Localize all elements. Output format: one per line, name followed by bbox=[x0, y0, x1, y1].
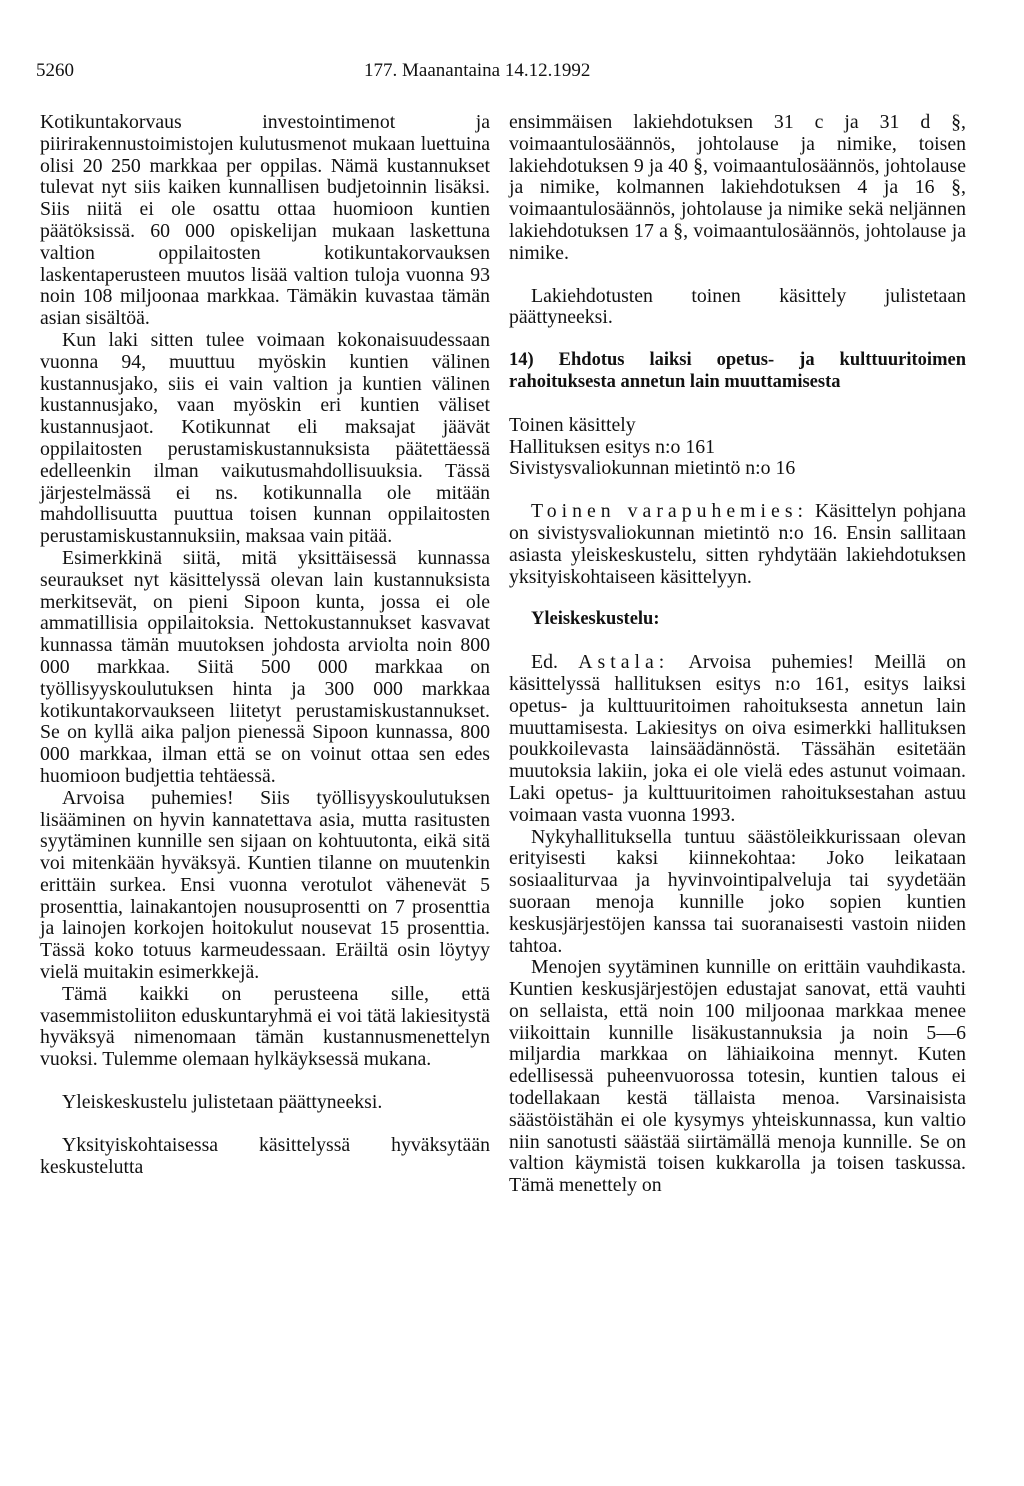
left-column bbox=[40, 112, 490, 1178]
paragraph: ensimmäisen lakiehdotuksen 31 c ja 31 d §, voimaantulosäännös, johtolause ja nimike, toisen lakiehdotuksen 9 ja 40 §, voimaantulosäännös, johtolause ja nimike, kolmannen lakiehdotuksen 4 ja 16 §, voimaantulosäännös, johtolause ja nimike sekä neljännen lakiehdotuksen 17 a §, voimaantulosäännös, johtolause ja nimike. bbox=[509, 111, 966, 264]
speaker-paragraph bbox=[509, 501, 966, 588]
procedure-line: Toinen käsittely bbox=[509, 413, 636, 436]
paragraph: Lakiehdotusten toinen käsittely julistetaan päättyneeksi. bbox=[509, 284, 966, 329]
paragraph: Tämä kaikki on perusteena sille, että vasemmistoliiton eduskuntaryhmä ei voi tätä lakiesitystä hyväksyä nimenomaan tämän kustannusmenettelyn vuoksi. Tulemme olemaan hylkäyksessä mukana. bbox=[40, 982, 490, 1071]
speaker-paragraph bbox=[509, 652, 966, 826]
paragraph: Arvoisa puhemies! Siis työllisyyskoulutuksen lisääminen on hyvin kannatettava asia, mutta rasitusten syytäminen kunnille sen sijaan on kohtuutonta, eikä sitä voi mitenkään hyväksyä. Kuntien tilanne on muutenkin erittäin surkea. Ensi vuonna verotulot vähenevät 5 prosenttia, lainakantojen nousuprosentti on 7 prosenttia ja lainojen korkojen hoitokulut nousevat 15 prosenttia. Tässä koko totuus karmeudessaan. Eräiltä osin löytyy vielä muitakin esimerkkejä. bbox=[40, 786, 490, 984]
speaker-prefix: Ed. bbox=[531, 651, 558, 674]
agenda-item-heading: 14) Ehdotus laiksi opetus- ja kulttuuritoimen rahoituksesta annetun lain muuttamisesta bbox=[509, 350, 966, 392]
paragraph: Yksityiskohtaisessa käsittelyssä hyväksytään keskustelutta bbox=[40, 1133, 490, 1178]
speaker-text: Käsittelyn pohjana on sivistysvaliokunnan mietintö n:o 16. Ensin sallitaan asiasta yleiskeskustelu, sitten ryhdytään lakiehdotuksen yksityiskohtaiseen käsittelyyn. bbox=[509, 500, 966, 588]
speaker-label: Toinen varapuhemies: bbox=[531, 500, 809, 523]
page-number: 5260 bbox=[36, 60, 74, 81]
paragraph: Yleiskeskustelu julistetaan päättyneeksi. bbox=[62, 1091, 383, 1114]
page-header bbox=[36, 60, 980, 90]
procedure-line: Sivistysvaliokunnan mietintö n:o 16 bbox=[509, 457, 796, 480]
paragraph: Esimerkkinä siitä, mitä yksittäisessä kunnassa seuraukset nyt käsittelyssä olevan lain kustannuksista merkitsevät, on pieni Sipoon kunta, jossa ei ole ammatillisia oppilaitoksia. Nettokustannukset kasvavat kunnassa tämän muutoksen johdosta arviolta noin 800 000 markkaa. Siitä 500 000 markkaa on työllisyyskoulutuksen hinta ja 300 000 markkaa kotikuntakorvaukseen liitetyt perustamiskustannukset. Se on kyllä aika paljon pienessä Sipoon kunnassa, 800 000 markkaa, ilman että se on voinut ottaa sen edes huomioon budjettia tehtäessä. bbox=[40, 546, 490, 787]
right-column bbox=[509, 112, 966, 1197]
speaker-text: Arvoisa puhemies! Meillä on käsittelyssä hallituksen esitys n:o 161, esitys laiksi opetus- ja kulttuuritoimen rahoituksesta annetun lain muuttamisesta. Lakiesitys on oiva esimerkki hallituksen poukkoilevasta lainsäädännöstä. Tässähän esitetään muutoksia lakiin, joka ei ole vielä edes astunut voimaan. Laki opetus- ja kulttuuritoimen rahoituksestahan astuu voimaan vasta vuonna 1993. bbox=[509, 651, 966, 826]
paragraph: Menojen syytäminen kunnille on erittäin vauhdikasta. Kuntien keskusjärjestöjen edustajat sanovat, että vauhti on sellaista, että noin 100 miljoonaa markkaa menee viikoittain kunnille lisäkustannuksia ja noin 5—6 miljardia markkaa on lähiaikoina mennyt. Kuten edellisessä puheenvuorossa totesin, kuntien talous ei todellakaan kestä tällaista menoa. Varsinaisista säästöistähän ei ole kysymys yhteiskunnassa, kun valtio niin sanotusti säästää siirtämällä menoja kunnille. Se on valtion käymistä toisen kukkarolla ja toisen taskussa. Tämä menettely on bbox=[509, 956, 966, 1197]
speaker-name: Astala: bbox=[578, 651, 670, 674]
procedure-block bbox=[509, 415, 966, 480]
procedure-line: Hallituksen esitys n:o 161 bbox=[509, 435, 716, 458]
paragraph: Nykyhallituksella tuntuu säästöleikkurissaan olevan erityisesti kaksi kiinnekohtaa: Joko leikataan sosiaaliturvaa ja hyvinvointipalveluja tai syydetään suoraan menoja kunnille joko sopien kuntien keskusjärjestöjen kanssa tai suoranaisesti vastoin niiden tahtoa. bbox=[509, 825, 966, 957]
paragraph: Kotikuntakorvaus investointimenot ja piirirakennustoimistojen kulutusmenot mukaan luettuina olisi 20 250 markkaa per oppilas. Nämä kustannukset tulevat nyt siis kaiken kunnallisen budjetoinnin lisäksi. Siis niitä ei ole osattu ottaa huomioon kuntien päätöksissä. 60 000 opiskelijan mukaan laskettuna valtion oppilaitosten kotikuntakorvauksen laskentaperusteen muutos lisää valtion tuloja vuonna 93 noin 108 miljoonaa markkaa. Tämäkin kuvastaa tämän asian sisältöä. bbox=[40, 111, 490, 330]
debate-heading: Yleiskeskustelu: bbox=[531, 609, 660, 630]
session-title: 177. Maanantaina 14.12.1992 bbox=[364, 60, 591, 81]
paragraph: Kun laki sitten tulee voimaan kokonaisuudessaan vuonna 94, muuttuu myöskin kuntien välinen kustannusjako, siis ei vain valtion ja kuntien välinen kustannusjako, vaan myöskin eri kuntien väliset kustannusjaot. Kotikunnat eli maksajat jäävät oppilaitosten perustamiskustannuksista päätettäessä edelleenkin ilman vaikutusmahdollisuuksia. Tässä järjestelmässä ei ns. kotikunnalla ole mitään mahdollisuutta puuttua toisen kunnan oppilaitosten perustamiskustannuksiin, maksaa vain pitää. bbox=[40, 328, 490, 548]
